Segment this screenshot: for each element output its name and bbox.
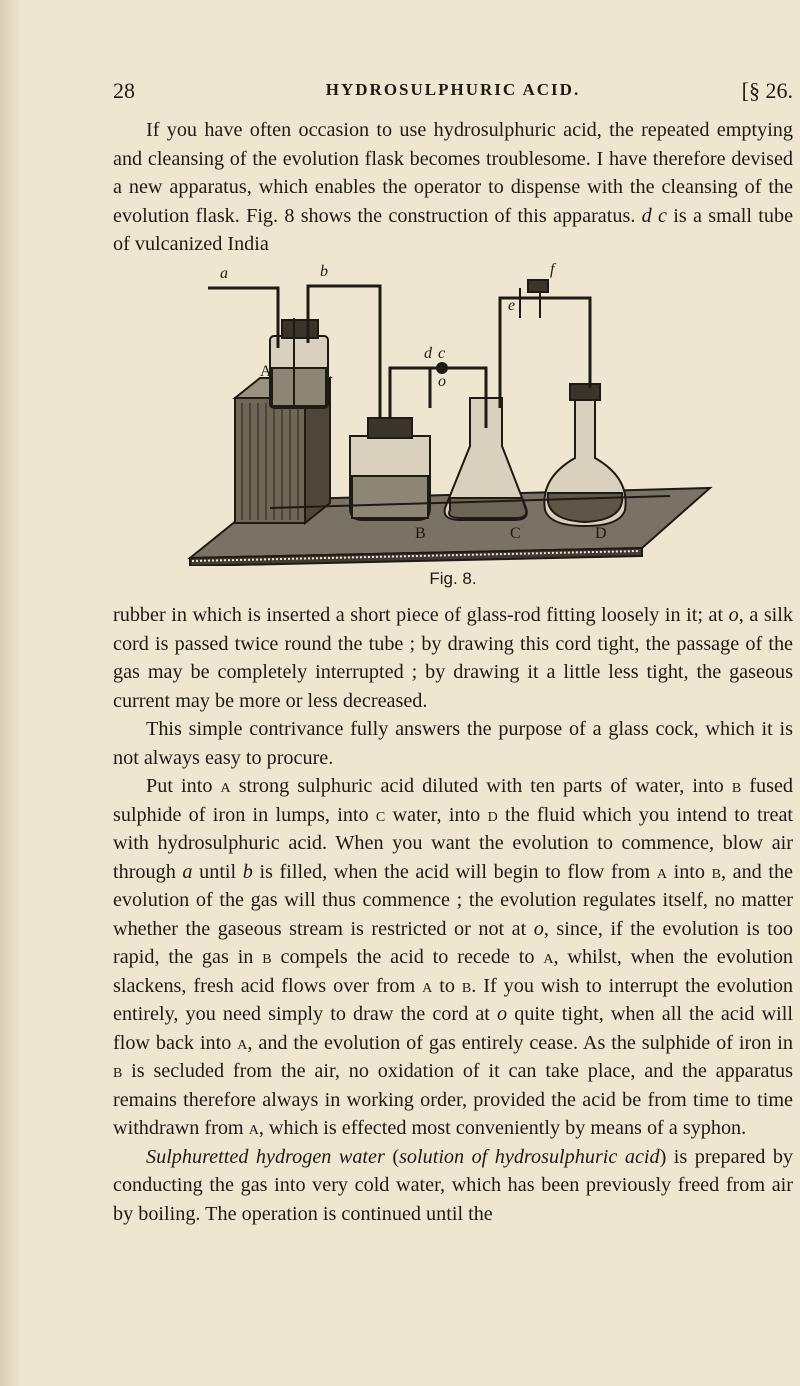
label-B: B (415, 525, 426, 542)
label-D: D (595, 525, 607, 542)
page-fold-shadow (0, 0, 22, 1386)
label-o: o (438, 373, 446, 390)
intro-paragraph: If you have often occasion to use hydrosulphuric acid, the repeated emptying and cleansing of the evolution flask becomes troublesome. I have therefore devised a new apparatus, which enables the operator to dispense with the cleansing of the evolution flask. Fig. 8 shows the construction of this apparatus. d c is a small tube of vulcanized India (113, 119, 794, 255)
running-head (113, 78, 793, 108)
label-b: b (320, 263, 328, 280)
wooden-block (235, 398, 305, 523)
paragraph-procedure: Put into a strong sulphuric acid diluted with ten parts of water, into b fused sulphide of iron in lumps, into c water, into d the fluid which you intend to treat with hydrosulphuric acid. When you want the evolution to commence, blow air through a until b is filled, when the acid will begin to flow from a into b, and the evolution of the gas will thus commence ; the evolution regulates itself, no matter whether the gaseous stream is restricted or not at o, since, if the evolution is too rapid, the gas in b compels the acid to recede to a, whilst, when the evolution slackens, fresh acid flows over from a to b. If you wish to interrupt the evolution entirely, you need simply to draw the cord at o quite tight, when all the acid will flow back into a, and the evolution of gas entirely cease. As the sulphide of iron in b is secluded from the air, no oxidation of it can take place, and the apparatus remains therefore always in working order, provided the acid be from time to time withdrawn from a, which is effected most conveniently by means of a syphon. (113, 775, 794, 1139)
section-mark: [§ 26. (741, 78, 793, 103)
figure-caption: Fig. 8. (429, 569, 477, 588)
fig-8-apparatus-illustration (180, 258, 720, 566)
label-C: C (510, 525, 521, 542)
label-a: a (220, 265, 228, 282)
label-e: e (508, 297, 516, 314)
paragraph-glass-cock: This simple contrivance fully answers the purpose of a glass cock, which it is not always easy to procure. (113, 718, 793, 769)
body-text (113, 601, 793, 1228)
chapter-title: HYDROSULPHURIC ACID. (325, 80, 581, 99)
paragraph-glass-rod: rubber in which is inserted a short piece of glass-rod fitting loosely in it; at o, a silk cord is passed twice round the tube ; by drawing this cord tight, the passage of the gas may be completely interrupted ; by drawing it a little less tight, the gaseous current may be more or less decreased. (113, 604, 793, 712)
page-number: 28 (113, 78, 135, 103)
label-c: c (438, 345, 446, 362)
label-d: d (424, 345, 432, 362)
label-A: A (260, 363, 272, 380)
paragraph-sulphuretted-water: Sulphuretted hydrogen water (solution of hydrosulphuric acid) is prepared by conducting the gas into very cold water, which has been previously freed from air by boiling. The operation is continued until the (113, 1145, 794, 1225)
label-f: f (550, 261, 555, 278)
